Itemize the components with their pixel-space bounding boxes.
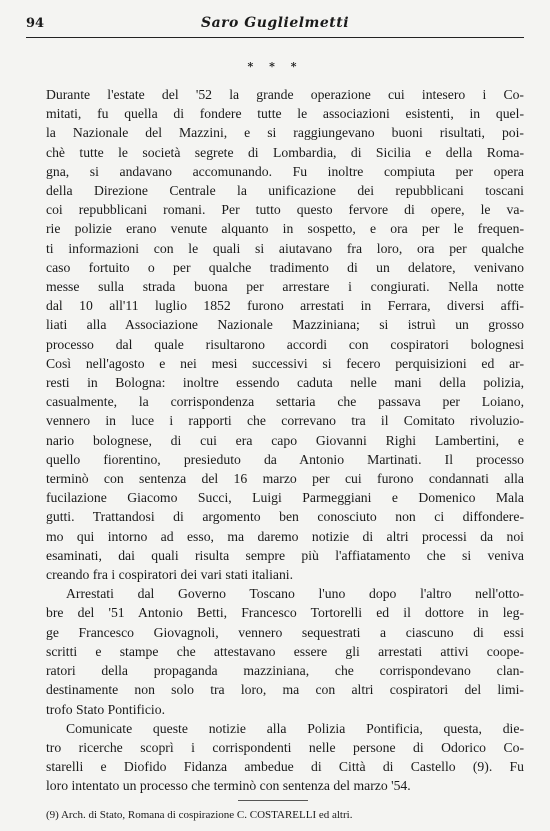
text-line: della Direzione Centrale la unificazione dei repubblicani toscani (46, 183, 524, 199)
text-line: ratori della propaganda mazziniana, che corrispondevano clan- (46, 663, 524, 679)
header-rule (26, 37, 524, 38)
text-line: terminò con sentenza del 16 marzo per cui furono condannati alla (46, 471, 524, 487)
text-line: Arrestati dal Governo Toscano l'uno dopo l'altro nell'otto- (66, 586, 524, 602)
text-line: starelli e Diofido Fidanza ambedue di Città di Castello (9). Fu (46, 759, 524, 775)
text-line: trofo Stato Pontificio. (46, 701, 165, 717)
text-line: messe sulla strada buona per arrestare i congiurati. Nella notte (46, 279, 524, 295)
text-line: loro intentato un processo che terminò con sentenza del marzo '54. (46, 778, 411, 794)
text-line: processo dal quale risultarono accordi con cospiratori bolognesi (46, 336, 524, 352)
section-ornament: * * * (247, 60, 303, 73)
text-line: Comunicate queste notizie alla Polizia Pontificia, questa, die- (66, 720, 524, 736)
text-line: vennero in luce i rapporti che correvano tra il Comitato rivoluzio- (46, 413, 524, 429)
text-line: scritti e stampe che attestavano essere gli arrestati attivi coope- (46, 643, 524, 659)
page-number: 94 (26, 16, 45, 31)
text-line: resti in Bologna: inoltre essendo caduta nelle mani della polizia, (46, 375, 524, 391)
text-line: bre del '51 Antonio Betti, Francesco Tortorelli ed il dottore in leg- (46, 605, 524, 621)
footnote: (9) Arch. di Stato, Romana di cospirazione C. COSTARELLI ed altri. (46, 809, 353, 821)
text-line: gutti. Trattandosi di argomento ben conosciuto non ci diffondere- (46, 509, 524, 525)
running-head: Saro Guglielmetti (200, 15, 350, 31)
text-line: casualmente, la corrispondenza settaria che passava per Loiano, (46, 394, 524, 410)
page-header (26, 16, 524, 38)
text-line: ti informazioni con le quali si aiutavano fra loro, ora per qualche (46, 240, 524, 256)
body-text (46, 85, 524, 796)
text-line: fucilazione Giacomo Succi, Luigi Parmeggiani e Domenico Mala (46, 490, 524, 506)
text-line: dal 10 all'11 luglio 1852 furono arrestati in Ferrara, diversi affi- (46, 298, 524, 314)
text-line: coi repubblicani romani. Per tutto questo fervore di opere, le va- (46, 202, 524, 218)
text-line: Così nell'agosto e nei mesi successivi si fecero perquisizioni ed ar- (46, 355, 524, 371)
text-line: rie polizie erano venute alquanto in sospetto, e ora per le frequen- (46, 221, 524, 237)
footnote-rule (238, 800, 308, 801)
text-line: nario bolognese, di cui era capo Giovanni Righi Lambertini, e (46, 432, 524, 448)
text-line: caso fortuito o per qualche tradimento di un delatore, venivano (46, 259, 524, 275)
text-line: chè tutte le società segrete di Lombardia, di Sicilia e della Roma- (46, 144, 524, 160)
text-line: ge Francesco Giovagnoli, vennero sequestrati a ciascuno di essi (46, 624, 524, 640)
text-line: quello fiorentino, presieduto da Antonio Martinati. Il processo (46, 451, 524, 467)
text-line: liati alla Associazione Nazionale Mazziniana; si istruì un grosso (46, 317, 524, 333)
text-line: gna, si andavano accomunando. Fu inoltre compiuta per opera (46, 163, 524, 179)
text-line: la Nazionale del Mazzini, e si raggiungevano buoni risultati, poi- (46, 125, 524, 141)
text-line: destinamente non solo tra loro, ma con altri cospiratori del limi- (46, 682, 524, 698)
text-line: Durante l'estate del '52 la grande operazione cui intesero i Co- (46, 87, 524, 102)
text-line: mo qui intorno ad esso, ma daremo notizie di altri processi da noi (46, 528, 524, 544)
text-line: creando fra i cospiratori dei vari stati italiani. (46, 567, 294, 583)
text-line: esaminati, dai quali risulta sempre più l'affiatamento che si veniva (46, 547, 524, 563)
text-line: mitati, fu quella di fondere tutte le associazioni esistenti, in quel- (46, 106, 524, 122)
text-line: tro ricerche scoprì i corrispondenti nelle persone di Odorico Co- (46, 739, 524, 755)
